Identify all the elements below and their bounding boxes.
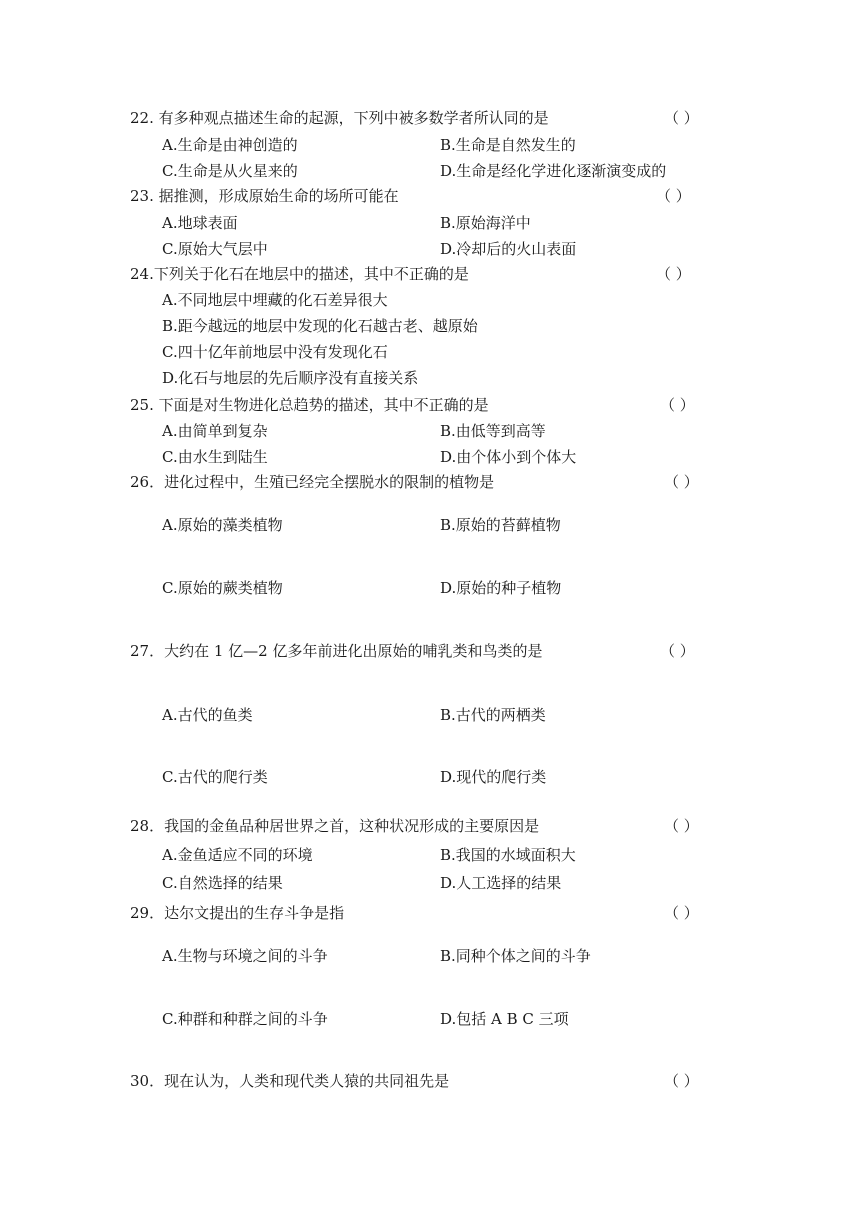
question-27-option-c: C.古代的爬行类	[162, 768, 268, 786]
question-24-option-b: B.距今越远的地层中发现的化石越古老、越原始	[162, 317, 478, 335]
question-27-answer-bracket[interactable]: （ ）	[660, 642, 695, 660]
question-28-option-c: C.自然选择的结果	[162, 874, 283, 892]
question-23-option-d: D.冷却后的火山表面	[440, 240, 577, 258]
question-22-option-a: A.生命是由神创造的	[162, 136, 298, 154]
question-22-answer-bracket[interactable]: （ ）	[664, 109, 699, 127]
question-22-option-d: D.生命是经化学进化逐渐演变成的	[440, 162, 667, 180]
question-26-option-c: C.原始的蕨类植物	[162, 579, 283, 597]
question-29-option-c: C.种群和种群之间的斗争	[162, 1010, 328, 1028]
question-27-option-d: D.现代的爬行类	[440, 768, 547, 786]
question-24-answer-bracket[interactable]: （ ）	[656, 265, 691, 283]
question-26-option-b: B.原始的苔藓植物	[440, 516, 561, 534]
question-24-option-d: D.化石与地层的先后顺序没有直接关系	[162, 369, 419, 387]
question-26-answer-bracket[interactable]: （ ）	[664, 473, 699, 491]
question-27-option-b: B.古代的两栖类	[440, 706, 546, 724]
question-22-stem: 22. 有多种观点描述生命的起源，下列中被多数学者所认同的是	[130, 109, 549, 127]
question-28-option-a: A.金鱼适应不同的环境	[162, 846, 313, 864]
question-28-option-b: B.我国的水域面积大	[440, 846, 576, 864]
question-27-stem: 27．大约在 1 亿—2 亿多年前进化出原始的哺乳类和鸟类的是	[130, 642, 543, 660]
question-23-answer-bracket[interactable]: （ ）	[656, 187, 691, 205]
question-24-option-a: A.不同地层中埋藏的化石差异很大	[162, 291, 388, 309]
question-26-option-d: D.原始的种子植物	[440, 579, 562, 597]
question-29-stem: 29．达尔文提出的生存斗争是指	[130, 904, 345, 922]
question-24-option-c: C.四十亿年前地层中没有发现化石	[162, 343, 388, 361]
question-25-option-c: C.由水生到陆生	[162, 448, 268, 466]
question-27-option-a: A.古代的鱼类	[162, 706, 253, 724]
question-25-option-b: B.由低等到高等	[440, 422, 546, 440]
question-26-stem: 26．进化过程中，生殖已经完全摆脱水的限制的植物是	[130, 473, 495, 491]
question-25-option-d: D.由个体小到个体大	[440, 448, 577, 466]
question-24-stem: 24.下列关于化石在地层中的描述，其中不正确的是	[130, 265, 469, 283]
question-25-answer-bracket[interactable]: （ ）	[660, 396, 695, 414]
question-23-option-a: A.地球表面	[162, 214, 238, 232]
question-29-option-d: D.包括 A B C 三项	[440, 1010, 569, 1028]
question-25-option-a: A.由简单到复杂	[162, 422, 268, 440]
question-28-option-d: D.人工选择的结果	[440, 874, 562, 892]
question-28-answer-bracket[interactable]: （ ）	[664, 817, 699, 835]
question-23-option-b: B.原始海洋中	[440, 214, 531, 232]
question-25-stem: 25. 下面是对生物进化总趋势的描述，其中不正确的是	[130, 396, 489, 414]
question-29-answer-bracket[interactable]: （ ）	[664, 904, 699, 922]
question-29-option-b: B.同种个体之间的斗争	[440, 947, 591, 965]
question-26-option-a: A.原始的藻类植物	[162, 516, 283, 534]
question-23-option-c: C.原始大气层中	[162, 240, 268, 258]
question-28-stem: 28．我国的金鱼品种居世界之首，这种状况形成的主要原因是	[130, 817, 540, 835]
question-30-stem: 30．现在认为，人类和现代类人猿的共同祖先是	[130, 1072, 450, 1090]
question-30-answer-bracket[interactable]: （ ）	[664, 1072, 699, 1090]
question-23-stem: 23. 据推测，形成原始生命的场所可能在	[130, 187, 399, 205]
question-22-option-b: B.生命是自然发生的	[440, 136, 576, 154]
question-22-option-c: C.生命是从火星来的	[162, 162, 298, 180]
question-29-option-a: A.生物与环境之间的斗争	[162, 947, 328, 965]
